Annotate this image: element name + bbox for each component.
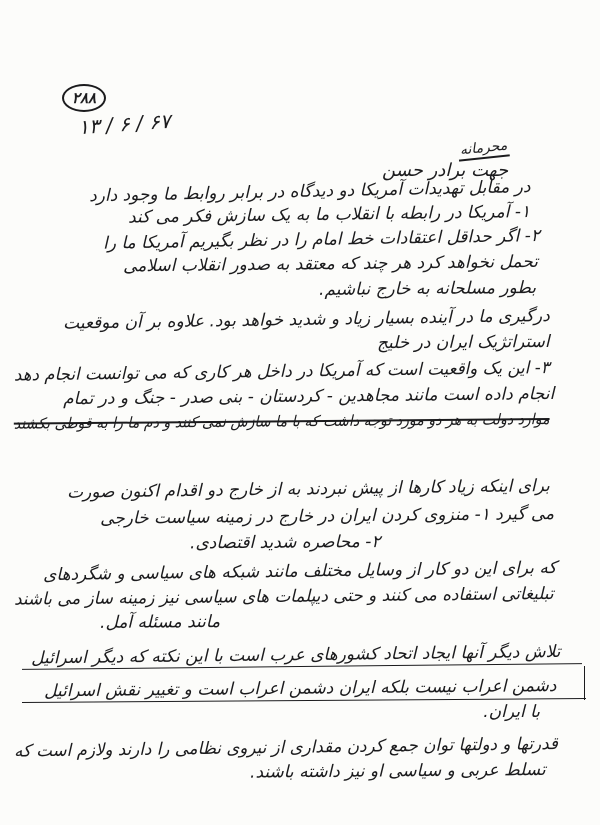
- letter-line: ۳- این یک واقعیت است که آمریکا در داخل هر کاری که می توانست انجام دهد: [14, 358, 551, 386]
- letter-line: تسلط عربی و سیاسی او نیز داشته باشند.: [250, 760, 547, 783]
- letter-line: می گیرد ۱- منزوی کردن ایران در خارج در زمینه سیاست خارجی: [99, 504, 555, 529]
- letter-line: مانند مسئله آمل.: [99, 612, 221, 633]
- letter-line: انجام داده است مانند مجاهدین - کردستان - بنی صدر - جنگ و در تمام: [62, 384, 555, 410]
- letter-line: ۲- اگر حداقل اعتقادات خط امام را در نظر بگیریم آمریکا ما را: [102, 226, 541, 254]
- box-right-rule: [584, 666, 585, 700]
- struck-through-line: موارد دولت به هر دو مورد توجه داشت که با ما سازش نمی کنند و دم ما را به قوطی بکشند: [14, 410, 551, 433]
- letter-line: تحمل نخواهد کرد هر چند که معتقد به صدور انقلاب اسلامی: [123, 252, 539, 277]
- letter-line: برای اینکه زیاد کارها از پیش نبردند به از خارج دو اقدام اکنون صورت: [67, 476, 551, 503]
- letter-line: استراتژیک ایران در خلیج: [377, 332, 551, 354]
- classification-stamp: محرمانه: [457, 137, 510, 161]
- letter-line: تبلیغاتی استفاده می کنند و حتی دیپلمات های سیاسی نیز زمینه ساز می باشند: [14, 584, 555, 610]
- letter-date: ۱۳ / ۶ / ۶۷: [77, 108, 172, 140]
- letter-line: که برای این دو کار از وسایل مختلف مانند شبکه های سیاسی و شگردهای: [42, 558, 557, 586]
- letter-salutation: جهت برادر حسن: [382, 160, 509, 181]
- letter-line: ۲- محاصره شدید اقتصادی.: [189, 532, 381, 554]
- letter-line: در مقابل تهدیدات آمریکا دو دیدگاه در برابر روابط ما وجود دارد: [88, 177, 531, 207]
- letter-line: قدرتها و دولتها توان جمع کردن مقداری از نیروی نظامی را دارند ولازم است که: [13, 734, 559, 762]
- boxed-line: با ایران.: [483, 702, 540, 722]
- page-number-circled: ۲۸۸: [62, 84, 106, 112]
- boxed-line: دشمن اعراب نیست بلکه ایران دشمن اعراب است و تغییر نقش اسرائیل: [43, 676, 557, 702]
- letter-line: درگیری ما در آینده بسیار زیاد و شدید خواهد بود. علاوه بر آن موقعیت: [63, 306, 551, 334]
- boxed-line: تلاش دیگر آنها ایجاد اتحاد کشورهای عرب است با این نکته که دیگر اسرائیل: [30, 642, 561, 669]
- letter-line: ۱- آمریکا در رابطه با انقلاب ما به یک سازش فکر می کند: [127, 202, 531, 228]
- letter-line: بطور مسلحانه به خارج نباشیم.: [318, 278, 537, 300]
